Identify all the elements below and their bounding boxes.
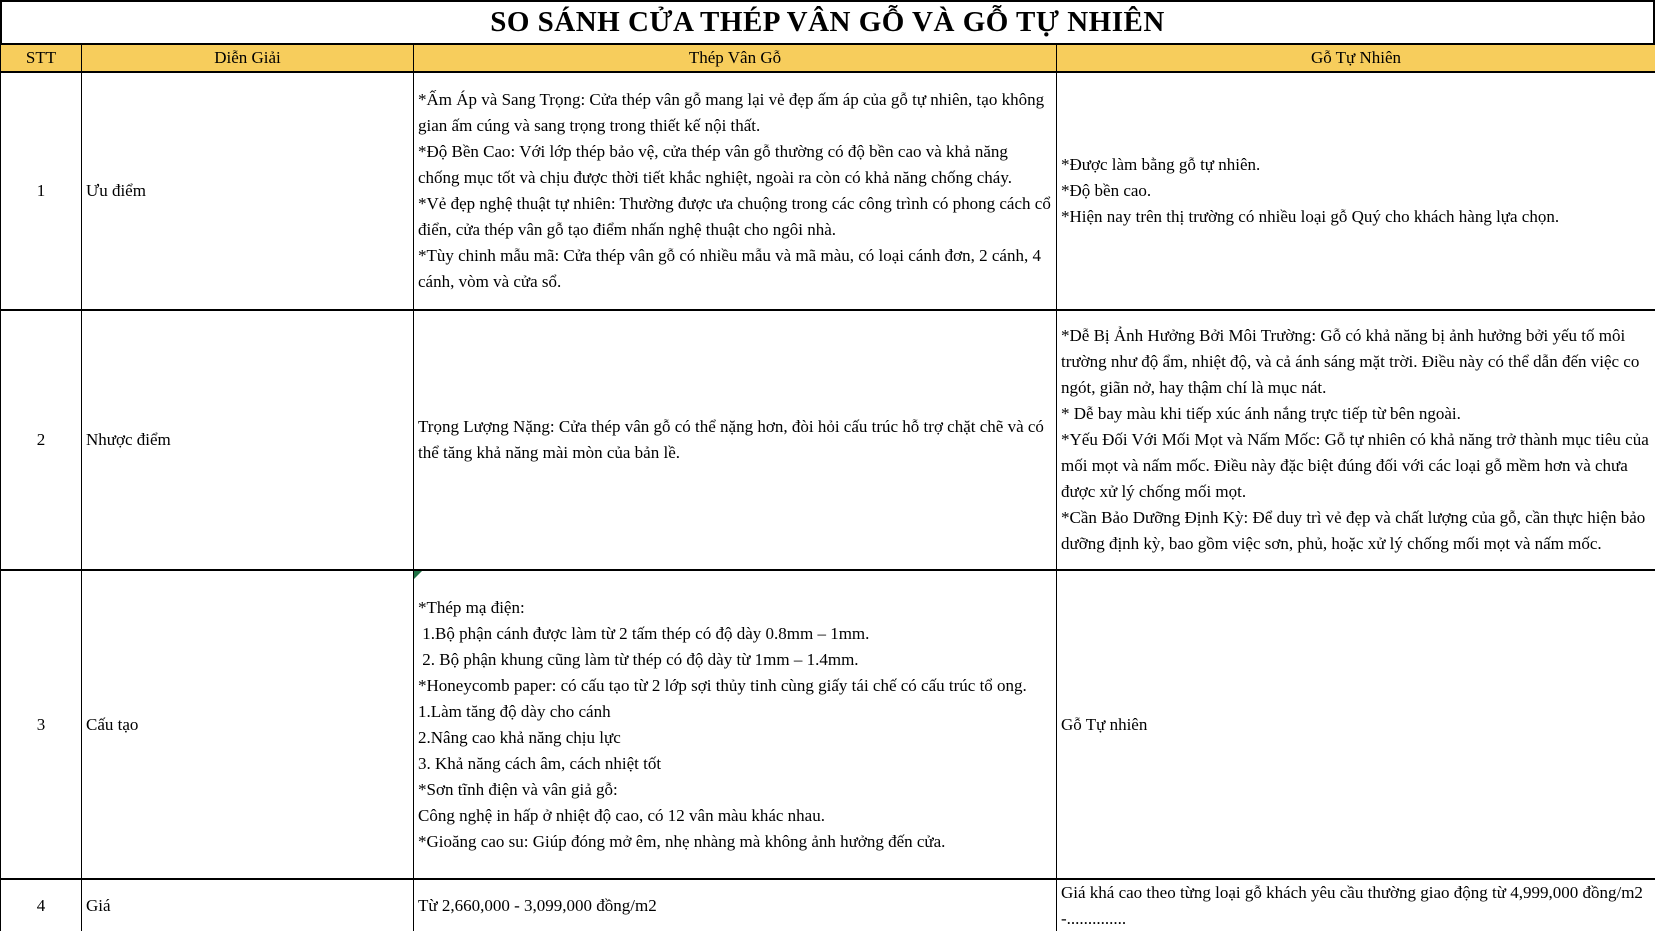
row-number-cell[interactable]: 4 xyxy=(1,879,82,931)
cell-text: 2. Bộ phận khung cũng làm từ thép có độ dày từ 1mm – 1.4mm. xyxy=(418,649,859,669)
steel-door-cell[interactable] xyxy=(414,570,1057,879)
cell-text: *Độ Bền Cao: Với lớp thép bảo vệ, cửa thép vân gỗ thường có độ bền cao và khả năng chống mục tốt và chịu được thời tiết khắc nghiệt, ngoài ra còn có khả năng chống cháy. xyxy=(418,142,1013,187)
row-number-cell[interactable]: 3 xyxy=(1,570,82,879)
header-row xyxy=(1,44,1655,72)
cell-text: Công nghệ in hấp ở nhiệt độ cao, có 12 vân màu khác nhau. xyxy=(418,805,825,825)
steel-door-cell[interactable] xyxy=(414,72,1057,310)
cell-text: 1.Làm tăng độ dày cho cánh xyxy=(418,701,611,721)
row-label-cell[interactable]: Nhược điểm xyxy=(82,310,414,570)
page-title: SO SÁNH CỬA THÉP VÂN GỖ VÀ GỖ TỰ NHIÊN xyxy=(0,0,1655,43)
steel-door-cell[interactable] xyxy=(414,310,1057,570)
cell-text: *Độ bền cao. xyxy=(1061,181,1152,200)
column-header-dien-giai[interactable]: Diễn Giải xyxy=(82,44,414,72)
cell-error-indicator-icon xyxy=(414,571,422,579)
cell-text: 3. Khả năng cách âm, cách nhiệt tốt xyxy=(418,753,662,773)
cell-text: *Vẻ đẹp nghệ thuật tự nhiên: Thường được ưa chuộng trong các công trình có phong cách cổ điển, cửa thép vân gỗ tạo điểm nhấn nghệ thuật cho ngôi nhà. xyxy=(418,194,1056,239)
cell-text: *Được làm bằng gỗ tự nhiên. xyxy=(1061,155,1261,174)
cell-text: 2.Nâng cao khả năng chịu lực xyxy=(418,727,621,747)
cell-text: *Sơn tĩnh điện và vân giả gỗ: xyxy=(418,779,618,799)
natural-wood-cell[interactable] xyxy=(1057,879,1655,931)
comparison-table xyxy=(0,43,1655,931)
row-label-cell[interactable]: Giá xyxy=(82,879,414,931)
cell-text: * Dễ bay màu khi tiếp xúc ánh nắng trực tiếp từ bên ngoài. xyxy=(1061,404,1461,423)
cell-text: Trọng Lượng Nặng: Cửa thép vân gỗ có thể nặng hơn, đòi hỏi cấu trúc hỗ trợ chặt chẽ và có thể tăng khả năng mài mòn của bản lề. xyxy=(418,417,1049,462)
column-header-go-tu-nhien[interactable]: Gỗ Tự Nhiên xyxy=(1057,44,1655,72)
table-row xyxy=(1,310,1655,570)
cell-text: *Hiện nay trên thị trường có nhiều loại gỗ Quý cho khách hàng lựa chọn. xyxy=(1061,207,1560,226)
row-number-cell[interactable]: 1 xyxy=(1,72,82,310)
table-row xyxy=(1,570,1655,879)
row-label-cell[interactable]: Ưu điểm xyxy=(82,72,414,310)
natural-wood-cell[interactable] xyxy=(1057,570,1655,879)
steel-door-cell[interactable] xyxy=(414,879,1057,931)
cell-text: Từ 2,660,000 - 3,099,000 đồng/m2 xyxy=(418,896,657,915)
cell-text: Gỗ Tự nhiên xyxy=(1061,714,1148,734)
natural-wood-cell[interactable] xyxy=(1057,310,1655,570)
table-row xyxy=(1,72,1655,310)
cell-text: *Tùy chinh mẫu mã: Cửa thép vân gỗ có nhiều mẫu và mã màu, có loại cánh đơn, 2 cánh, 4 cánh, vòm và cửa sổ. xyxy=(418,246,1046,291)
table-row xyxy=(1,879,1655,931)
cell-text: *Gioăng cao su: Giúp đóng mở êm, nhẹ nhàng mà không ảnh hưởng đến cửa. xyxy=(418,831,946,851)
column-header-stt[interactable]: STT xyxy=(1,44,82,72)
cell-text: *Thép mạ điện: xyxy=(418,597,525,617)
cell-text: Giá khá cao theo từng loại gỗ khách yêu cầu thường giao động từ 4,999,000 đồng/m2 -.............. xyxy=(1061,883,1652,928)
column-header-thep-van-go[interactable]: Thép Vân Gỗ xyxy=(414,44,1057,72)
natural-wood-cell[interactable] xyxy=(1057,72,1655,310)
row-label-cell[interactable]: Cấu tạo xyxy=(82,570,414,879)
cell-text: *Honeycomb paper: có cấu tạo từ 2 lớp sợi thủy tinh cùng giấy tái chế có cấu trúc tổ ong. xyxy=(418,675,1027,695)
cell-text: *Dễ Bị Ảnh Hưởng Bởi Môi Trường: Gỗ có khả năng bị ảnh hưởng bởi yếu tố môi trường như độ ẩm, nhiệt độ, và cả ánh sáng mặt trời. Điều này có thể dẫn đến việc co ngót, giãn nở, hay thậm chí là mục nát. xyxy=(1061,326,1644,397)
cell-text: *Ấm Áp và Sang Trọng: Cửa thép vân gỗ mang lại vẻ đẹp ấm áp của gỗ tự nhiên, tạo không gian ấm cúng và sang trọng trong thiết kế nội thất. xyxy=(418,90,1049,135)
cell-text: *Cần Bảo Dưỡng Định Kỳ: Để duy trì vẻ đẹp và chất lượng của gỗ, cần thực hiện bảo dưỡng định kỳ, bao gồm việc sơn, phủ, hoặc xử lý chống mối mọt và nấm mốc. xyxy=(1061,508,1650,553)
row-number-cell[interactable]: 2 xyxy=(1,310,82,570)
cell-text: *Yếu Đối Với Mối Mọt và Nấm Mốc: Gỗ tự nhiên có khả năng trở thành mục tiêu của mối mọt và nấm mốc. Điều này đặc biệt đúng đối với các loại gỗ mềm hơn và chưa được xử lý chống mối mọt. xyxy=(1061,430,1654,501)
cell-text: 1.Bộ phận cánh được làm từ 2 tấm thép có độ dày 0.8mm – 1mm. xyxy=(418,623,870,643)
